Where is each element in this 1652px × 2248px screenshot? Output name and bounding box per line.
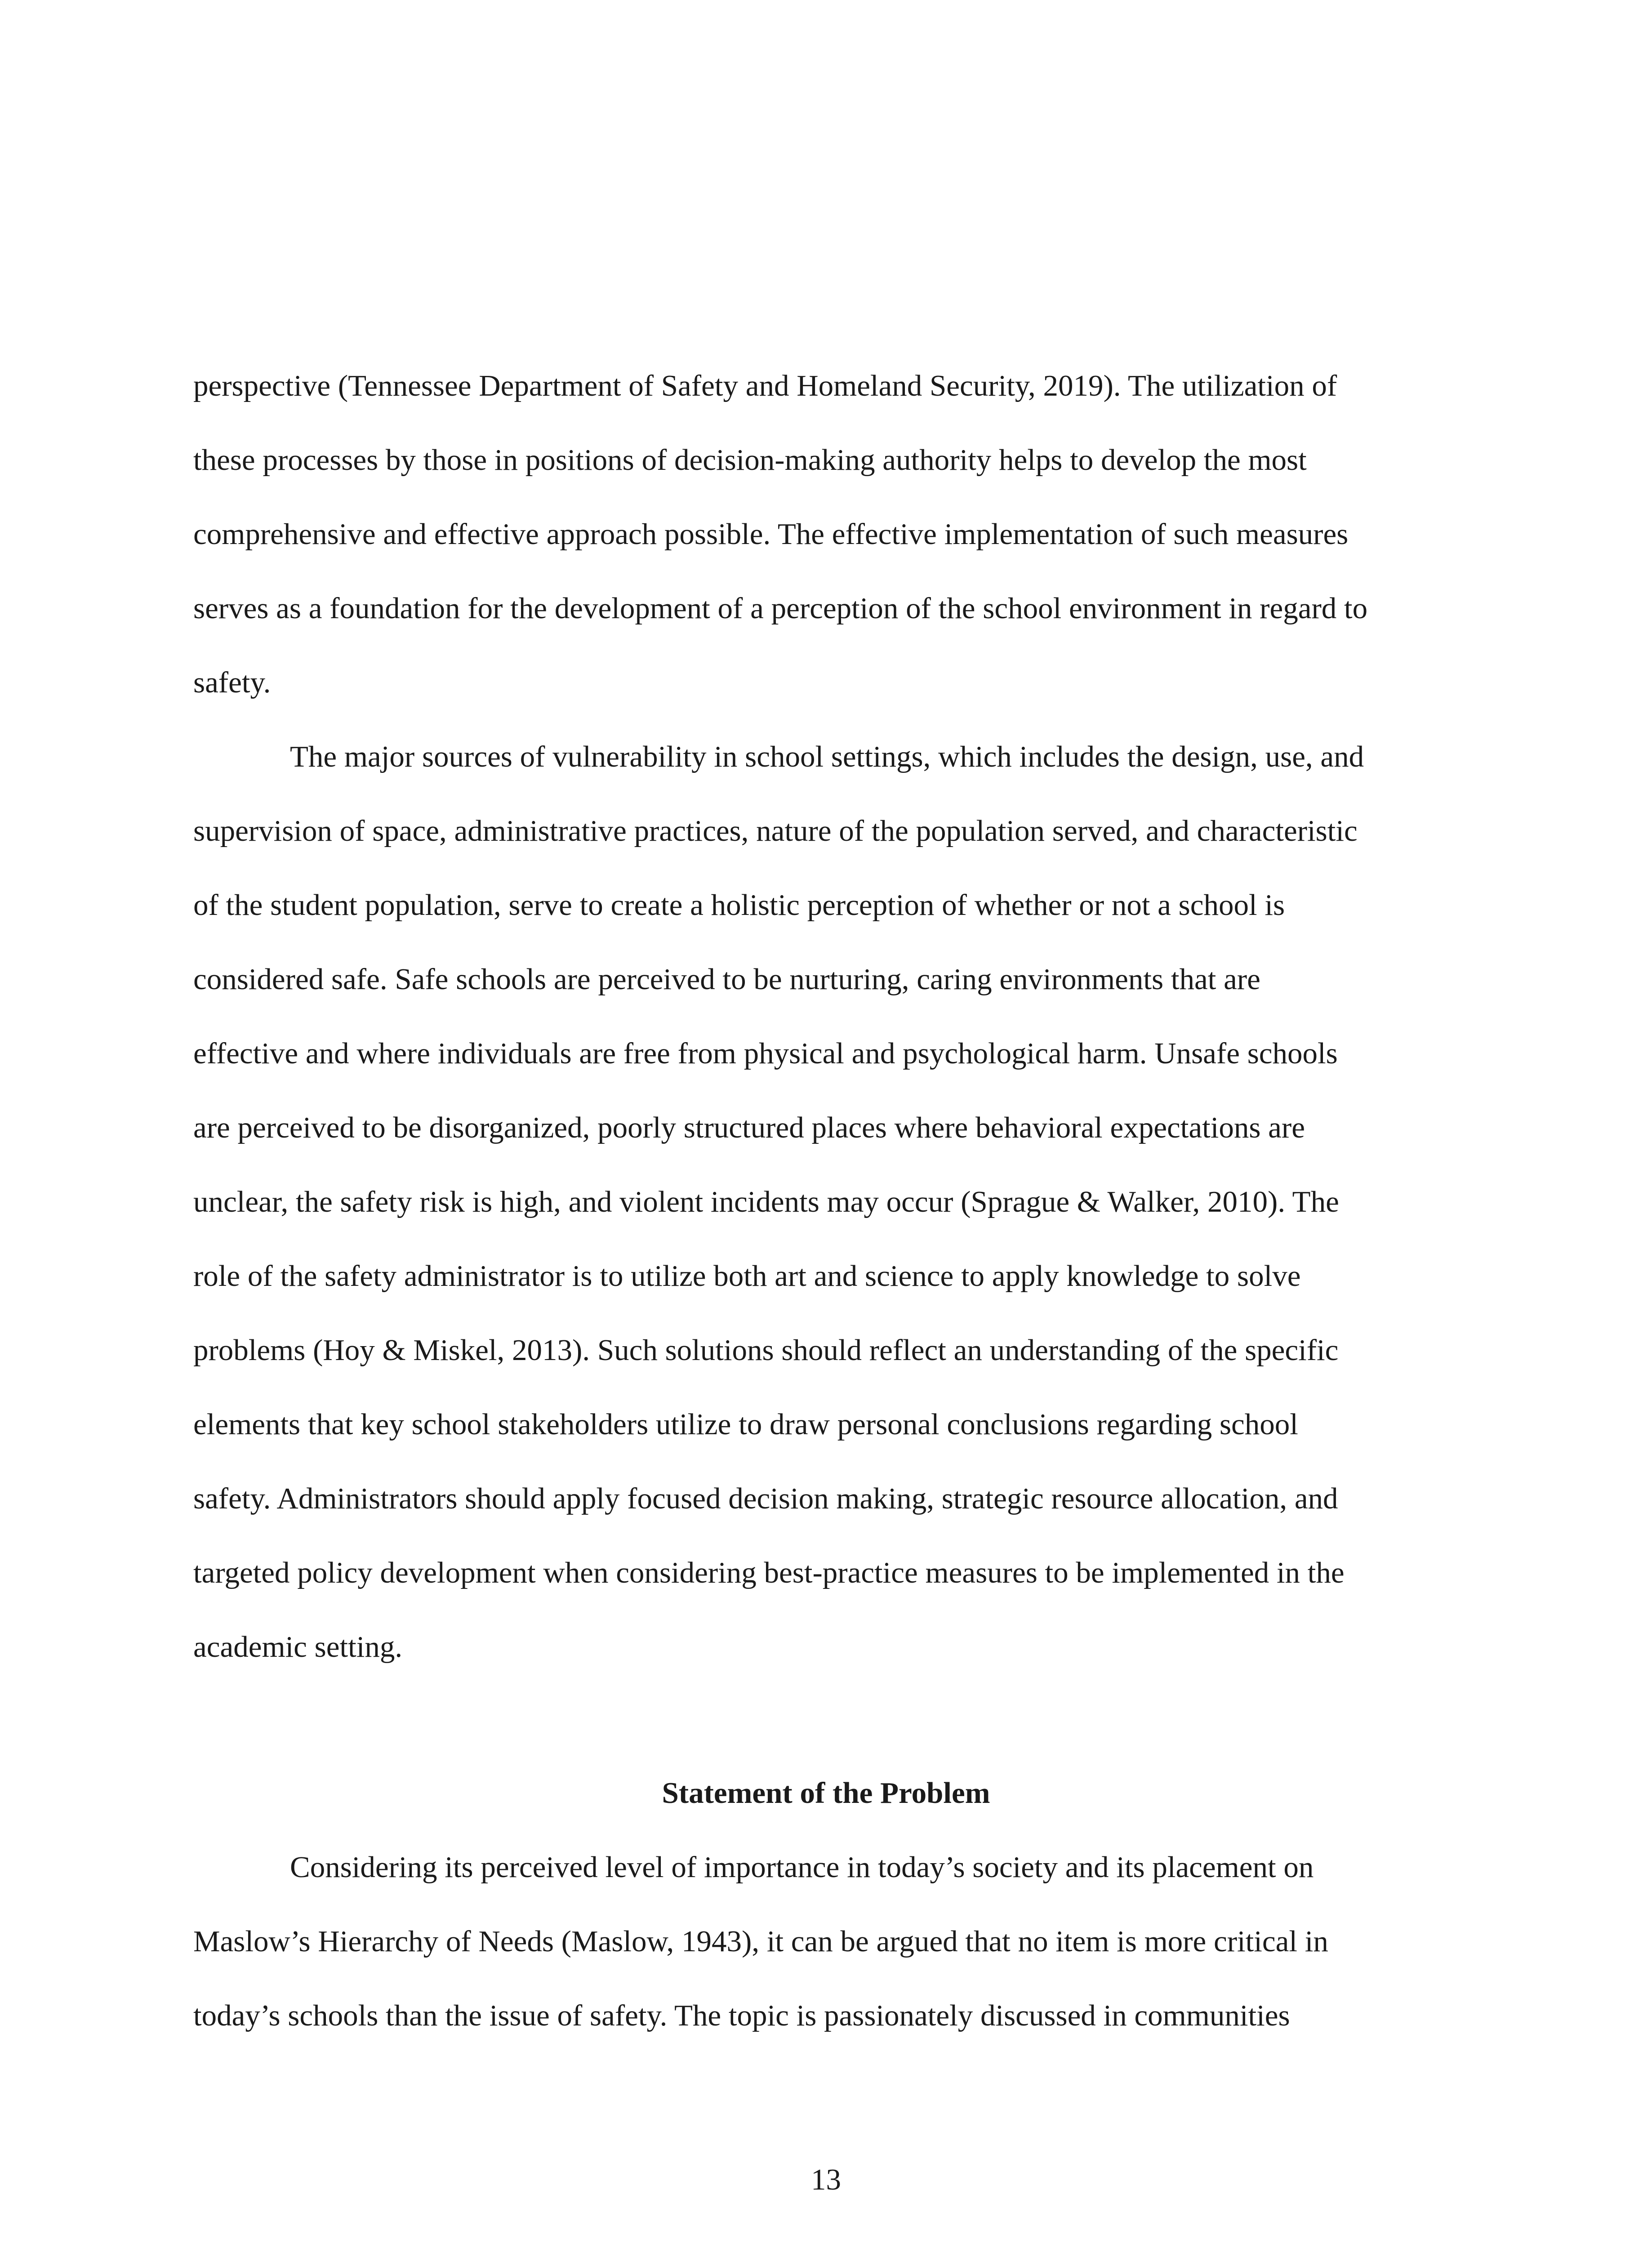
paragraph-2-line-9: problems (Hoy & Miskel, 2013). Such solutions should reflect an understanding of the specific	[193, 1334, 1339, 1367]
paragraph-1-line-1: perspective (Tennessee Department of Safety and Homeland Security, 2019). The utilization of	[193, 369, 1337, 402]
paragraph-1-line-5: safety.	[193, 666, 271, 699]
paragraph-2-line-13: academic setting.	[193, 1630, 403, 1664]
paragraph-1-line-3: comprehensive and effective approach possible. The effective implementation of such measures	[193, 517, 1349, 551]
section-heading: Statement of the Problem	[662, 1776, 990, 1810]
paragraph-2-line-10: elements that key school stakeholders utilize to draw personal conclusions regarding school	[193, 1408, 1298, 1441]
paragraph-2-line-12: targeted policy development when considering best-practice measures to be implemented in the	[193, 1556, 1345, 1589]
paragraph-2-line-5: effective and where individuals are free from physical and psychological harm. Unsafe schools	[193, 1037, 1338, 1070]
paragraph-2-line-3: of the student population, serve to create a holistic perception of whether or not a school is	[193, 888, 1285, 922]
paragraph-1-line-2: these processes by those in positions of decision-making authority helps to develop the most	[193, 443, 1307, 477]
paragraph-2-line-7: unclear, the safety risk is high, and violent incidents may occur (Sprague & Walker, 2010). The	[193, 1185, 1339, 1218]
paragraph-3-line-1: Considering its perceived level of importance in today’s society and its placement on	[290, 1851, 1314, 1884]
paragraph-2-line-4: considered safe. Safe schools are perceived to be nurturing, caring environments that are	[193, 963, 1260, 996]
paragraph-3-line-2: Maslow’s Hierarchy of Needs (Maslow, 1943), it can be argued that no item is more critical in	[193, 1925, 1328, 1958]
paragraph-2-line-11: safety. Administrators should apply focused decision making, strategic resource allocation, and	[193, 1482, 1338, 1515]
paragraph-2-line-8: role of the safety administrator is to utilize both art and science to apply knowledge to solve	[193, 1259, 1301, 1293]
paragraph-2-line-1: The major sources of vulnerability in school settings, which includes the design, use, and	[290, 740, 1364, 773]
paragraph-2-line-6: are perceived to be disorganized, poorly structured places where behavioral expectations are	[193, 1111, 1305, 1144]
paragraph-1-line-4: serves as a foundation for the development of a perception of the school environment in regard to	[193, 592, 1368, 625]
paragraph-3-line-3: today’s schools than the issue of safety. The topic is passionately discussed in communities	[193, 1999, 1290, 2032]
page-number: 13	[811, 2163, 841, 2196]
paragraph-2-line-2: supervision of space, administrative practices, nature of the population served, and characteristic	[193, 814, 1358, 847]
